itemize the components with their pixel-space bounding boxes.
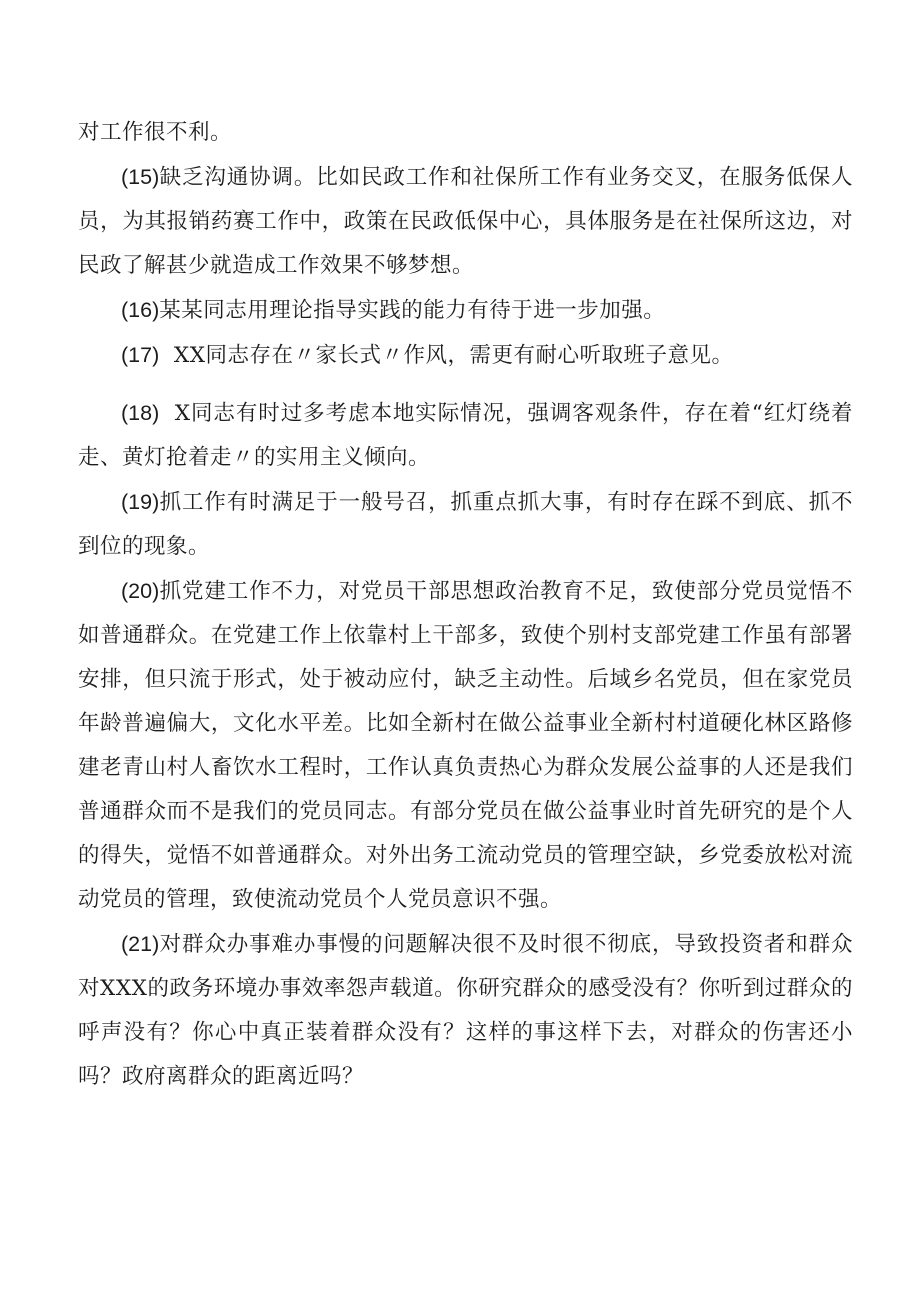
paragraph-text: 对工作很不利。 [78,120,233,145]
paragraph-18 [78,391,853,480]
paragraph-20 [78,569,853,922]
paragraph-text: 某某同志用理论指导实践的能力有待于进一步加强。 [159,298,666,323]
paragraph-text: 抓党建工作不力，对党员干部思想政治教育不足，致使部分党员觉悟不如普通群众。在党建工作上依靠村上干部多，致使个别村支部党建工作虽有部署安排，但只流于形式，处于被动应付，缺乏主动性。后域乡名党员，但在家党员年龄普遍偏大，文化水平差。比如全新村在做公益事业全新村村道硬化林区路修建老青山村人畜饮水工程时，工作认真负责热心为群众发展公益事的人还是我们普通群众而不是我们的党员同志。有部分党员在做公益事业时首先研究的是个人的得失，觉悟不如普通群众。对外出务工流动党员的管理空缺，乡党委放松对流动党员的管理，致使流动党员个人党员意识不强。 [78,579,853,912]
paragraph-19 [78,480,853,569]
paragraph-number: (15) [121,165,160,189]
paragraph-continuation [78,111,853,155]
paragraph-15 [78,155,853,288]
paragraph-text: X同志有时过多考虑本地实际情况，强调客观条件，存在着“红灯绕着走、黄灯抢着走〃的实用主义倾向。 [78,401,853,470]
paragraph-number: (17) [121,343,160,367]
paragraph-text: 缺乏沟通协调。比如民政工作和社保所工作有业务交叉，在服务低保人员，为其报销药赛工作中，政策在民政低保中心，具体服务是在社保所这边，对民政了解甚少就造成工作效果不够梦想。 [78,165,853,278]
paragraph-text: XX同志存在〃家长式〃作风，需更有耐心听取班子意见。 [173,343,734,368]
paragraph-text: 抓工作有时满足于一般号召，抓重点抓大事，有时存在踩不到底、抓不到位的现象。 [78,490,853,559]
paragraph-16 [78,288,853,333]
paragraph-number: (18) [121,401,160,425]
paragraph-number: (16) [121,298,160,322]
paragraph-number: (20) [121,579,160,603]
document-body [78,111,853,1099]
paragraph-number: (21) [121,932,160,956]
paragraph-text: 对群众办事难办事慢的问题解决很不及时很不彻底，导致投资者和群众对XXX的政务环境办事效率怨声载道。你研究群众的感受没有？你听到过群众的呼声没有？你心中真正装着群众没有？这样的事这样下去，对群众的伤害还小吗？政府离群众的距离近吗？ [78,932,853,1089]
paragraph-21 [78,922,853,1099]
paragraph-number: (19) [121,490,160,514]
paragraph-17 [78,333,853,378]
